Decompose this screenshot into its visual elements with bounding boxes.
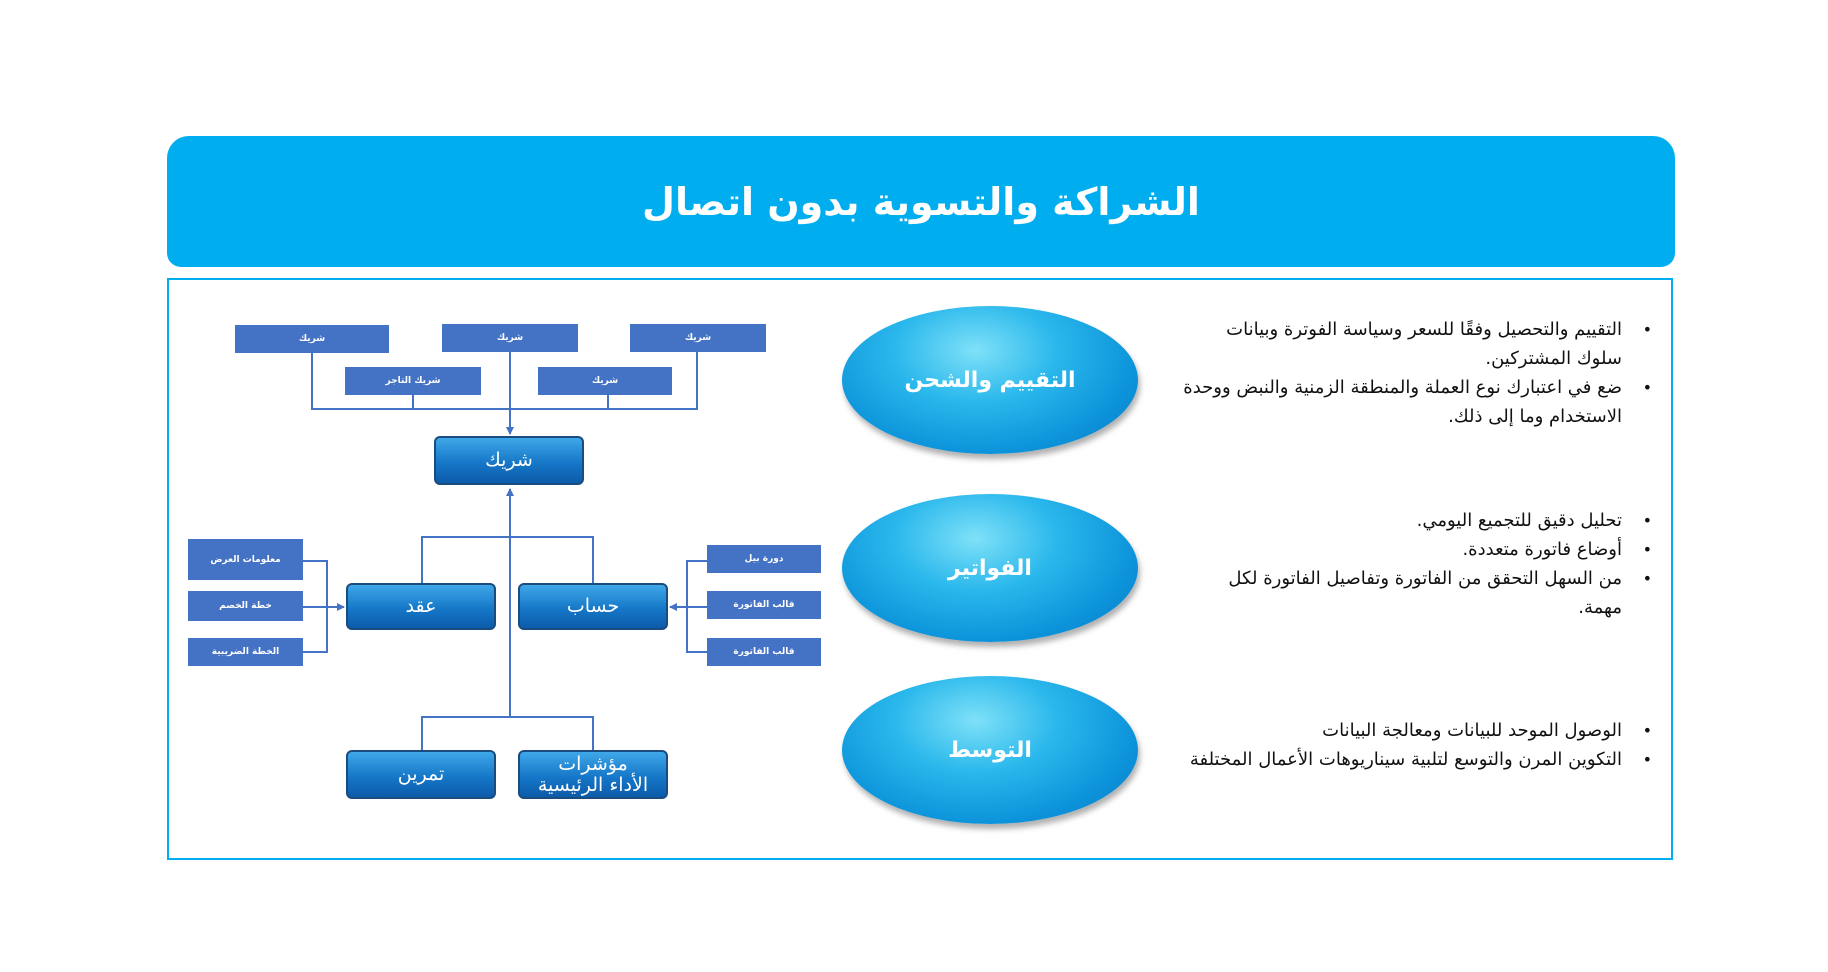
- list-item: [1182, 564, 1652, 622]
- bullet-text: التكوين المرن والتوسع لتلبية سيناريوهات الأعمال المختلفة: [1189, 749, 1622, 770]
- central-partner-box: شريك: [434, 436, 584, 485]
- exercise-box: تمرين: [346, 750, 496, 799]
- bill-cycle-box: دورة بيل: [707, 545, 821, 573]
- bullet-text: تحليل دقيق للتجميع اليومي.: [1416, 510, 1622, 531]
- bullet-icon: •: [1642, 378, 1652, 397]
- rating-charging-label: التقييم والشحن: [904, 367, 1076, 393]
- bullet-text: أوضاع فاتورة متعددة.: [1462, 539, 1622, 560]
- account-box: حساب: [518, 583, 668, 630]
- invoice-template-box-1: قالب الفاتورة: [707, 591, 821, 619]
- mediation-bullets: [1182, 716, 1652, 774]
- mediation-ellipse: [842, 676, 1138, 824]
- partner-box-3: شريك: [630, 324, 766, 352]
- list-item: [1182, 745, 1652, 774]
- page-title: الشراكة والتسوية بدون اتصال: [642, 179, 1200, 224]
- mediation-label: التوسط: [948, 737, 1032, 763]
- rating-charging-bullets: [1182, 315, 1652, 431]
- bullet-text: التقييم والتحصيل وفقًا للسعر وسياسة الفوترة وبيانات سلوك المشتركين.: [1226, 319, 1622, 369]
- kpi-box: مؤشرات الأداء الرئيسية: [518, 750, 668, 799]
- bullet-icon: •: [1642, 540, 1652, 559]
- merchant-partner-box: شريك التاجر: [345, 367, 481, 395]
- bullet-icon: •: [1642, 750, 1652, 769]
- invoices-label: الفواتير: [948, 555, 1032, 581]
- invoice-template-box-2: قالب الفاتورة: [707, 638, 821, 666]
- bullet-text: من السهل التحقق من الفاتورة وتفاصيل الفاتورة لكل مهمة.: [1228, 568, 1622, 618]
- bullet-text: الوصول الموحد للبيانات ومعالجة البيانات: [1322, 720, 1622, 741]
- list-item: [1182, 716, 1652, 745]
- contract-box: عقد: [346, 583, 496, 630]
- bullet-icon: •: [1642, 511, 1652, 530]
- list-item: [1182, 315, 1652, 373]
- bullet-text: ضع في اعتبارك نوع العملة والمنطقة الزمنية والنبض ووحدة الاستخدام وما إلى ذلك.: [1183, 377, 1622, 427]
- tax-plan-box: الخطة الضريبية: [188, 638, 303, 666]
- list-item: [1182, 535, 1652, 564]
- partner-box-4: شريك: [538, 367, 672, 395]
- list-item: [1182, 506, 1652, 535]
- bullet-icon: •: [1642, 721, 1652, 740]
- partner-box-2: شريك: [442, 324, 578, 352]
- partner-box-1: شريك: [235, 325, 389, 353]
- rating-charging-ellipse: [842, 306, 1138, 454]
- bullet-icon: •: [1642, 320, 1652, 339]
- discount-plan-box: خطة الخصم: [188, 591, 303, 621]
- invoices-bullets: [1182, 506, 1652, 622]
- bullet-icon: •: [1642, 569, 1652, 588]
- list-item: [1182, 373, 1652, 431]
- invoices-ellipse: [842, 494, 1138, 642]
- offer-info-box: معلومات العرض: [188, 539, 303, 580]
